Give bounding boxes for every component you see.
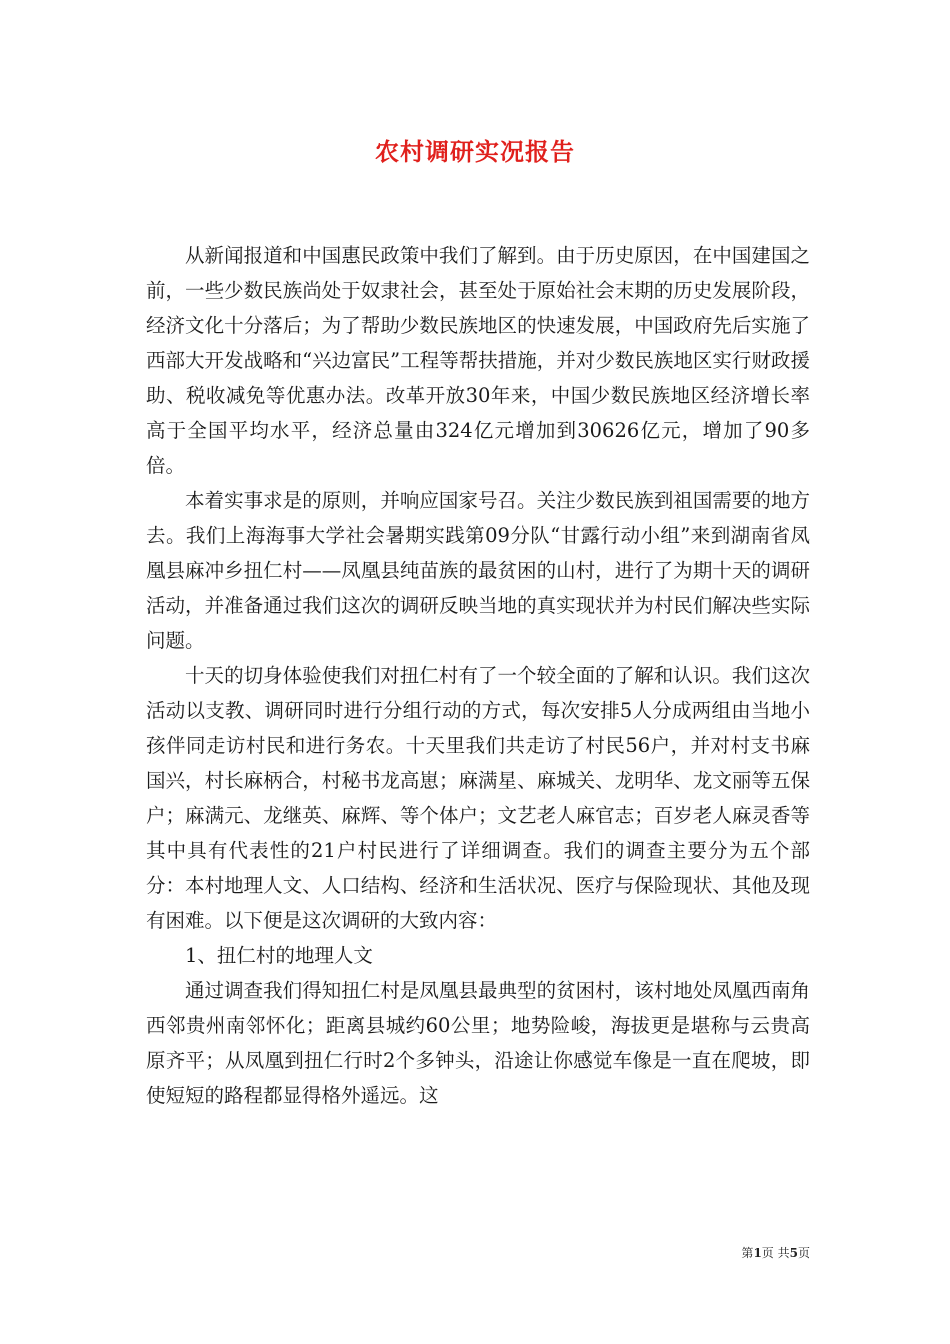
current-page-number: 1 <box>753 1246 762 1260</box>
footer-suffix: 页 <box>797 1246 810 1260</box>
footer-prefix: 第 <box>741 1246 754 1260</box>
footer-middle: 页 共 <box>761 1246 790 1260</box>
total-pages-number: 5 <box>789 1246 798 1260</box>
paragraph-geography: 通过调查我们得知扭仁村是凤凰县最典型的贫困村，该村地处凤凰西南角西邻贵州南邻怀化；距离县城约60公里；地势险峻，海拔更是堪称与云贵高原齐平；从凤凰到扭仁行时2个多钟头，沿途让你感觉车像是一直在爬坡，即使短短的路程都显得格外遥远。这 <box>146 979 810 1107</box>
page-footer <box>700 1244 810 1261</box>
section-heading-geography: 1、扭仁村的地理人文 <box>185 944 373 967</box>
paragraph-purpose: 本着实事求是的原则，并响应国家号召。关注少数民族到祖国需要的地方去。我们上海海事大学社会暑期实践第09分队“甘露行动小组”来到湖南省凤凰县麻冲乡扭仁村——凤凰县纯苗族的最贫困的山村，进行了为期十天的调研活动，并准备通过我们这次的调研反映当地的真实现状并为村民们解决些实际问题。 <box>146 489 810 652</box>
paragraph-activities: 十天的切身体验使我们对扭仁村有了一个较全面的了解和认识。我们这次活动以支教、调研同时进行分组行动的方式，每次安排5人分成两组由当地小孩伴同走访村民和进行务农。十天里我们共走访了村民56户，并对村支书麻国兴，村长麻柄合，村秘书龙高崽；麻满星、麻城关、龙明华、龙文丽等五保户；麻满元、龙继英、麻辉、等个体户；文艺老人麻官志；百岁老人麻灵香等其中具有代表性的21户村民进行了详细调查。我们的调查主要分为五个部分：本村地理人文、人口结构、经济和生活状况、医疗与保险现状、其他及现有困难。以下便是这次调研的大致内容： <box>146 664 810 932</box>
paragraph-intro: 从新闻报道和中国惠民政策中我们了解到。由于历史原因，在中国建国之前，一些少数民族尚处于奴隶社会，甚至处于原始社会末期的历史发展阶段，经济文化十分落后；为了帮助少数民族地区的快速发展，中国政府先后实施了西部大开发战略和“兴边富民”工程等帮扶措施，并对少数民族地区实行财政援助、税收减免等优惠办法。改革开放30年来，中国少数民族地区经济增长率高于全国平均水平，经济总量由324亿元增加到30626亿元，增加了90多倍。 <box>146 244 810 477</box>
document-body <box>146 238 810 1113</box>
document-title: 农村调研实况报告 <box>375 137 575 166</box>
